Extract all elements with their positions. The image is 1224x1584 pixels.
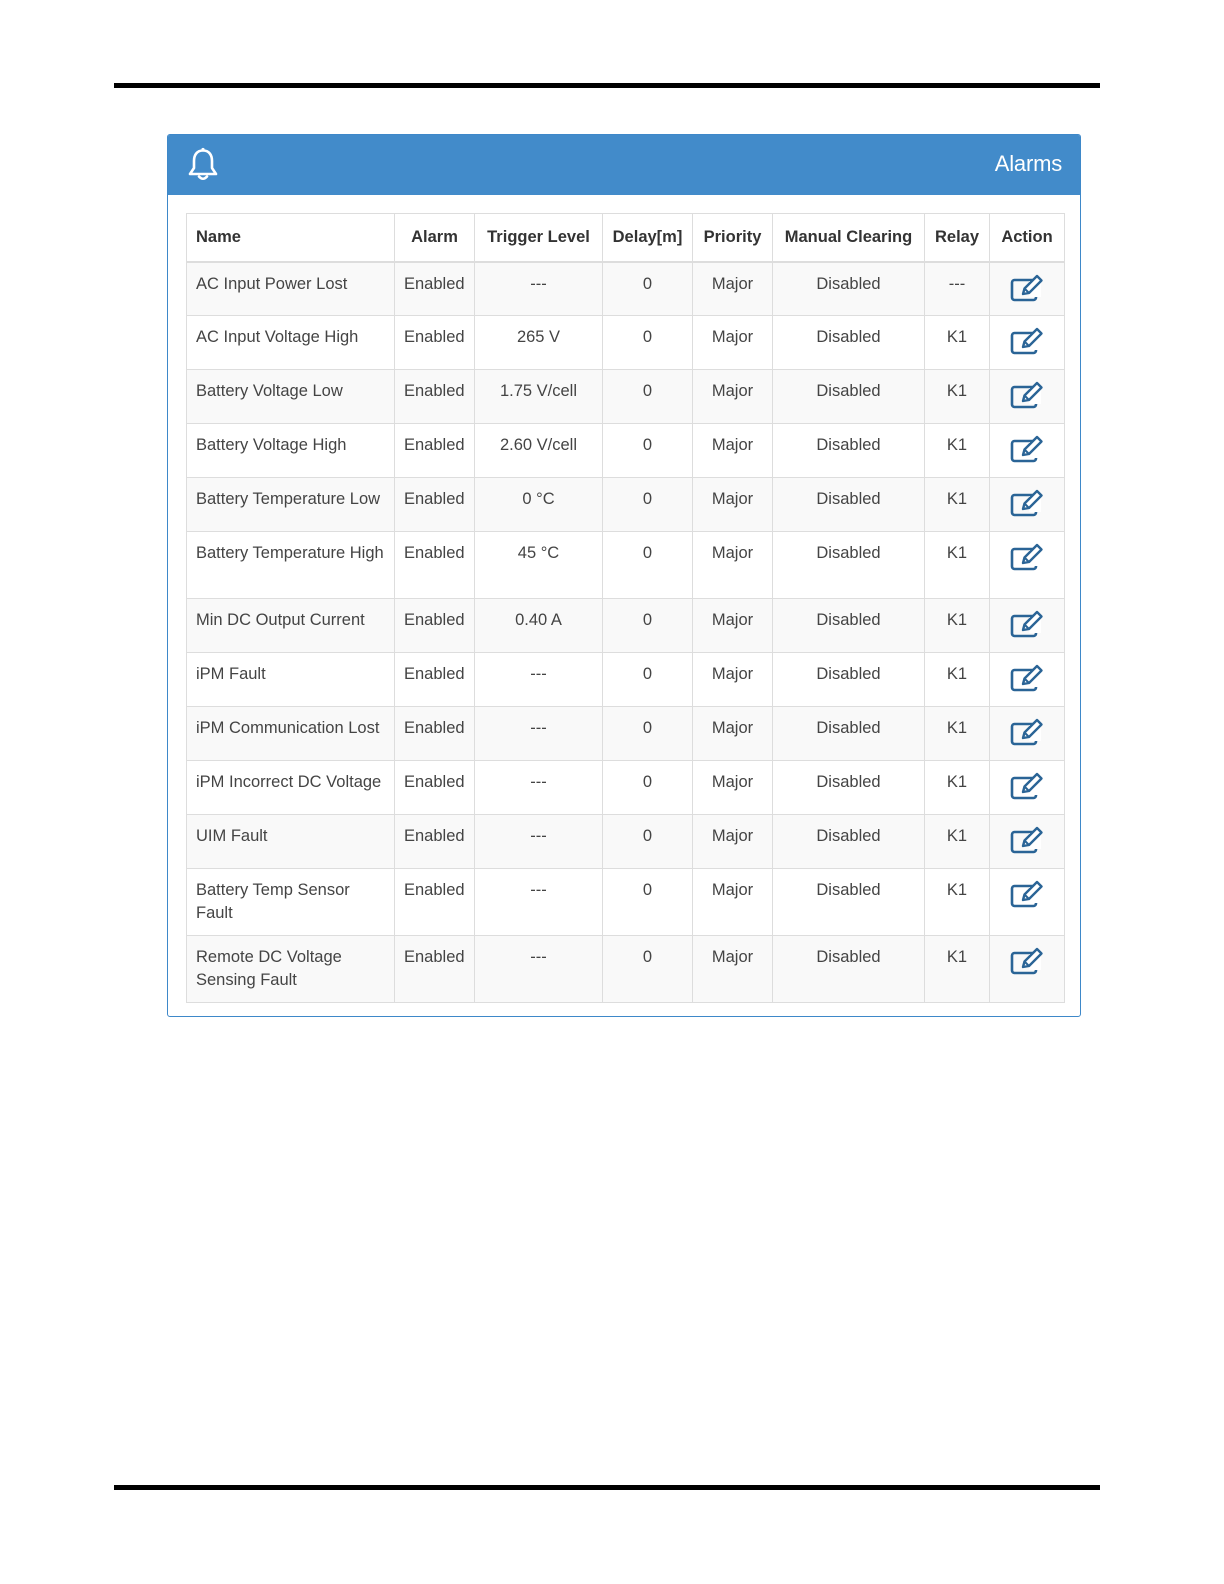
alarm-name-cell: iPM Incorrect DC Voltage bbox=[187, 761, 395, 815]
table-row bbox=[187, 599, 1065, 653]
delay-cell: 0 bbox=[603, 815, 693, 869]
table-row bbox=[187, 869, 1065, 936]
alarm-name-cell: Remote DC Voltage Sensing Fault bbox=[187, 936, 395, 1003]
alarm-name-cell: UIM Fault bbox=[187, 815, 395, 869]
action-cell bbox=[990, 599, 1065, 653]
alarm-status-cell: Enabled bbox=[395, 869, 475, 936]
delay-cell: 0 bbox=[603, 262, 693, 316]
panel-header bbox=[168, 135, 1080, 195]
trigger-level-cell: 265 V bbox=[475, 316, 603, 370]
relay-cell: K1 bbox=[925, 599, 990, 653]
manual-clearing-cell: Disabled bbox=[773, 532, 925, 599]
priority-cell: Major bbox=[693, 936, 773, 1003]
action-cell bbox=[990, 653, 1065, 707]
column-header-trigger-level[interactable]: Trigger Level bbox=[475, 214, 603, 262]
alarm-status-cell: Enabled bbox=[395, 761, 475, 815]
priority-cell: Major bbox=[693, 869, 773, 936]
table-header-row bbox=[187, 214, 1065, 262]
table-row bbox=[187, 262, 1065, 316]
table-row bbox=[187, 370, 1065, 424]
delay-cell: 0 bbox=[603, 761, 693, 815]
manual-clearing-cell: Disabled bbox=[773, 599, 925, 653]
relay-cell: K1 bbox=[925, 869, 990, 936]
edit-icon[interactable] bbox=[1009, 380, 1045, 410]
top-rule bbox=[114, 83, 1100, 88]
priority-cell: Major bbox=[693, 370, 773, 424]
edit-icon[interactable] bbox=[1009, 946, 1045, 976]
delay-cell: 0 bbox=[603, 653, 693, 707]
table-row bbox=[187, 424, 1065, 478]
action-cell bbox=[990, 532, 1065, 599]
edit-icon[interactable] bbox=[1009, 609, 1045, 639]
table-row bbox=[187, 478, 1065, 532]
alarm-status-cell: Enabled bbox=[395, 424, 475, 478]
trigger-level-cell: 1.75 V/cell bbox=[475, 370, 603, 424]
manual-clearing-cell: Disabled bbox=[773, 869, 925, 936]
relay-cell: K1 bbox=[925, 478, 990, 532]
relay-cell: K1 bbox=[925, 424, 990, 478]
alarm-status-cell: Enabled bbox=[395, 370, 475, 424]
trigger-level-cell: --- bbox=[475, 936, 603, 1003]
relay-cell: K1 bbox=[925, 707, 990, 761]
priority-cell: Major bbox=[693, 478, 773, 532]
alarm-status-cell: Enabled bbox=[395, 532, 475, 599]
alarm-status-cell: Enabled bbox=[395, 262, 475, 316]
table-row bbox=[187, 532, 1065, 599]
edit-icon[interactable] bbox=[1009, 717, 1045, 747]
manual-clearing-cell: Disabled bbox=[773, 424, 925, 478]
bottom-rule bbox=[114, 1485, 1100, 1490]
priority-cell: Major bbox=[693, 707, 773, 761]
manual-clearing-cell: Disabled bbox=[773, 478, 925, 532]
edit-icon[interactable] bbox=[1009, 488, 1045, 518]
edit-icon[interactable] bbox=[1009, 542, 1045, 572]
trigger-level-cell: --- bbox=[475, 761, 603, 815]
column-header-action: Action bbox=[990, 214, 1065, 262]
action-cell bbox=[990, 478, 1065, 532]
panel-title: Alarms bbox=[994, 151, 1062, 176]
action-cell bbox=[990, 815, 1065, 869]
edit-icon[interactable] bbox=[1009, 273, 1045, 303]
trigger-level-cell: 45 °C bbox=[475, 532, 603, 599]
relay-cell: K1 bbox=[925, 532, 990, 599]
relay-cell: K1 bbox=[925, 370, 990, 424]
edit-icon[interactable] bbox=[1009, 663, 1045, 693]
priority-cell: Major bbox=[693, 653, 773, 707]
alarm-name-cell: Battery Temperature High bbox=[187, 532, 395, 599]
table-row bbox=[187, 761, 1065, 815]
alarm-name-cell: AC Input Power Lost bbox=[187, 262, 395, 316]
edit-icon[interactable] bbox=[1009, 326, 1045, 356]
delay-cell: 0 bbox=[603, 599, 693, 653]
manual-clearing-cell: Disabled bbox=[773, 761, 925, 815]
alarm-status-cell: Enabled bbox=[395, 316, 475, 370]
action-cell bbox=[990, 869, 1065, 936]
trigger-level-cell: --- bbox=[475, 869, 603, 936]
alarm-name-cell: Battery Temp Sensor Fault bbox=[187, 869, 395, 936]
manual-clearing-cell: Disabled bbox=[773, 815, 925, 869]
manual-clearing-cell: Disabled bbox=[773, 707, 925, 761]
alarms-panel bbox=[167, 134, 1081, 1017]
alarm-status-cell: Enabled bbox=[395, 707, 475, 761]
alarm-name-cell: iPM Communication Lost bbox=[187, 707, 395, 761]
action-cell bbox=[990, 262, 1065, 316]
action-cell bbox=[990, 370, 1065, 424]
trigger-level-cell: --- bbox=[475, 262, 603, 316]
table-row bbox=[187, 815, 1065, 869]
column-header-priority[interactable]: Priority bbox=[693, 214, 773, 262]
trigger-level-cell: 0 °C bbox=[475, 478, 603, 532]
alarm-name-cell: Min DC Output Current bbox=[187, 599, 395, 653]
column-header-name[interactable]: Name bbox=[187, 214, 395, 262]
manual-clearing-cell: Disabled bbox=[773, 936, 925, 1003]
alarm-status-cell: Enabled bbox=[395, 936, 475, 1003]
action-cell bbox=[990, 761, 1065, 815]
table-row bbox=[187, 707, 1065, 761]
delay-cell: 0 bbox=[603, 370, 693, 424]
action-cell bbox=[990, 936, 1065, 1003]
trigger-level-cell: 0.40 A bbox=[475, 599, 603, 653]
edit-icon[interactable] bbox=[1009, 879, 1045, 909]
relay-cell: K1 bbox=[925, 761, 990, 815]
delay-cell: 0 bbox=[603, 424, 693, 478]
relay-cell: K1 bbox=[925, 815, 990, 869]
priority-cell: Major bbox=[693, 815, 773, 869]
manual-clearing-cell: Disabled bbox=[773, 653, 925, 707]
delay-cell: 0 bbox=[603, 869, 693, 936]
edit-icon[interactable] bbox=[1009, 434, 1045, 464]
action-cell bbox=[990, 707, 1065, 761]
priority-cell: Major bbox=[693, 262, 773, 316]
relay-cell: K1 bbox=[925, 316, 990, 370]
manual-clearing-cell: Disabled bbox=[773, 370, 925, 424]
alarm-status-cell: Enabled bbox=[395, 653, 475, 707]
priority-cell: Major bbox=[693, 599, 773, 653]
delay-cell: 0 bbox=[603, 936, 693, 1003]
alarm-status-cell: Enabled bbox=[395, 478, 475, 532]
relay-cell: --- bbox=[925, 262, 990, 316]
action-cell bbox=[990, 316, 1065, 370]
relay-cell: K1 bbox=[925, 653, 990, 707]
edit-icon[interactable] bbox=[1009, 825, 1045, 855]
delay-cell: 0 bbox=[603, 478, 693, 532]
alarms-table bbox=[186, 213, 1065, 1003]
alarm-name-cell: Battery Voltage High bbox=[187, 424, 395, 478]
delay-cell: 0 bbox=[603, 316, 693, 370]
column-header-relay[interactable]: Relay bbox=[925, 214, 990, 262]
manual-clearing-cell: Disabled bbox=[773, 316, 925, 370]
table-row bbox=[187, 936, 1065, 1003]
column-header-manual-clearing[interactable]: Manual Clearing bbox=[773, 214, 925, 262]
priority-cell: Major bbox=[693, 532, 773, 599]
priority-cell: Major bbox=[693, 761, 773, 815]
table-row bbox=[187, 316, 1065, 370]
column-header-alarm[interactable]: Alarm bbox=[395, 214, 475, 262]
relay-cell: K1 bbox=[925, 936, 990, 1003]
bell-icon bbox=[186, 147, 220, 183]
manual-clearing-cell: Disabled bbox=[773, 262, 925, 316]
alarm-name-cell: AC Input Voltage High bbox=[187, 316, 395, 370]
trigger-level-cell: --- bbox=[475, 707, 603, 761]
trigger-level-cell: 2.60 V/cell bbox=[475, 424, 603, 478]
alarm-status-cell: Enabled bbox=[395, 599, 475, 653]
alarm-name-cell: Battery Voltage Low bbox=[187, 370, 395, 424]
action-cell bbox=[990, 424, 1065, 478]
edit-icon[interactable] bbox=[1009, 771, 1045, 801]
delay-cell: 0 bbox=[603, 707, 693, 761]
table-row bbox=[187, 653, 1065, 707]
trigger-level-cell: --- bbox=[475, 815, 603, 869]
priority-cell: Major bbox=[693, 316, 773, 370]
alarm-name-cell: iPM Fault bbox=[187, 653, 395, 707]
alarm-name-cell: Battery Temperature Low bbox=[187, 478, 395, 532]
trigger-level-cell: --- bbox=[475, 653, 603, 707]
alarm-status-cell: Enabled bbox=[395, 815, 475, 869]
priority-cell: Major bbox=[693, 424, 773, 478]
column-header-delay[interactable]: Delay[m] bbox=[603, 214, 693, 262]
delay-cell: 0 bbox=[603, 532, 693, 599]
